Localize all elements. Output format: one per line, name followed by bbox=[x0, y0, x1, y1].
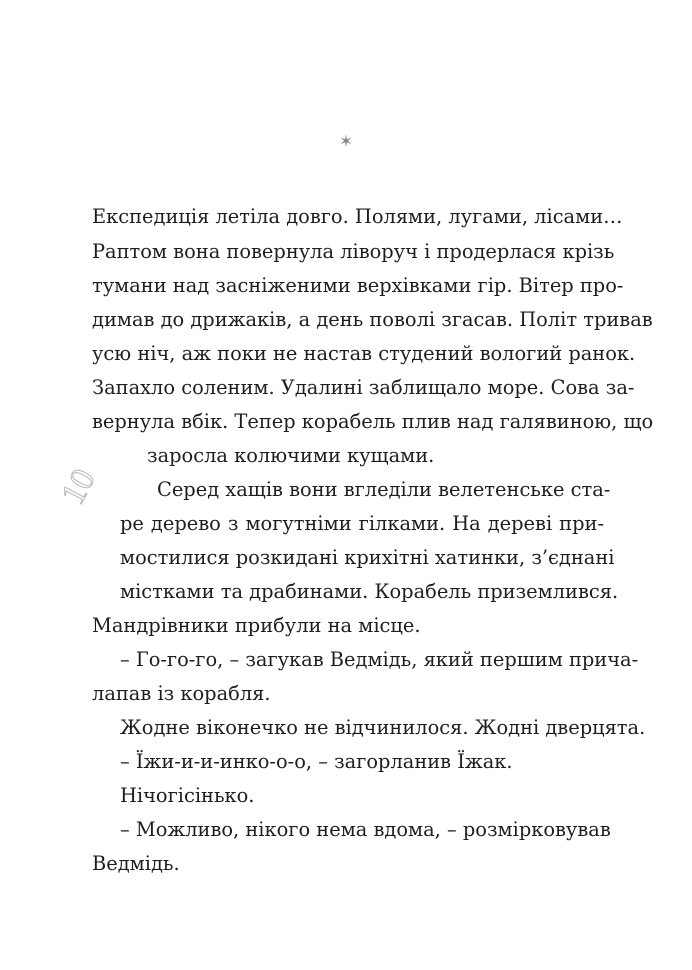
page-number: 10 bbox=[54, 463, 103, 511]
text-line: – Їжи-и-и-инко-о-о, – загорланив Їжак. bbox=[120, 750, 513, 773]
text-line: вернула вбік. Тепер корабель плив над галявиною, що bbox=[92, 410, 654, 433]
text-line: ре дерево з могутніми гілками. На дереві при- bbox=[120, 512, 604, 535]
text-line: тумани над засніженими верхівками гір. Вітер про- bbox=[92, 274, 624, 297]
text-line: мостилися розкидані крихітні хатинки, з’єднані bbox=[120, 546, 615, 569]
text-line: Нічогісінько. bbox=[120, 784, 255, 807]
text-line: Жодне віконечко не відчинилося. Жодні дверцята. bbox=[120, 716, 646, 739]
text-line: – Можливо, нікого нема вдома, – розмірковував bbox=[120, 818, 611, 841]
text-line: лапав із корабля. bbox=[92, 682, 271, 705]
text-line: Мандрівники прибули на місце. bbox=[92, 614, 421, 637]
text-line: Експедиція летіла довго. Полями, лугами, лісами… bbox=[92, 205, 623, 228]
text-line: – Го-го-го, – загукав Ведмідь, який першим прича- bbox=[120, 648, 639, 671]
text-line: димав до дрижаків, а день поволі згасав. Політ тривав bbox=[92, 308, 653, 331]
text-line: містками та драбинами. Корабель приземлився. bbox=[120, 580, 619, 603]
text-line: Запахло соленим. Удалині заблищало море. Сова за- bbox=[92, 376, 635, 399]
text-line: заросла колючими кущами. bbox=[147, 444, 435, 467]
text-line: усю ніч, аж поки не настав студений вологий ранок. bbox=[92, 342, 636, 365]
section-ornament: ✶ bbox=[338, 132, 354, 152]
text-line: Ведмідь. bbox=[92, 852, 180, 875]
text-line: Раптом вона повернула ліворуч і продерлася крізь bbox=[92, 240, 615, 263]
text-line: Серед хащів вони вгледіли велетенське ста- bbox=[157, 478, 611, 501]
